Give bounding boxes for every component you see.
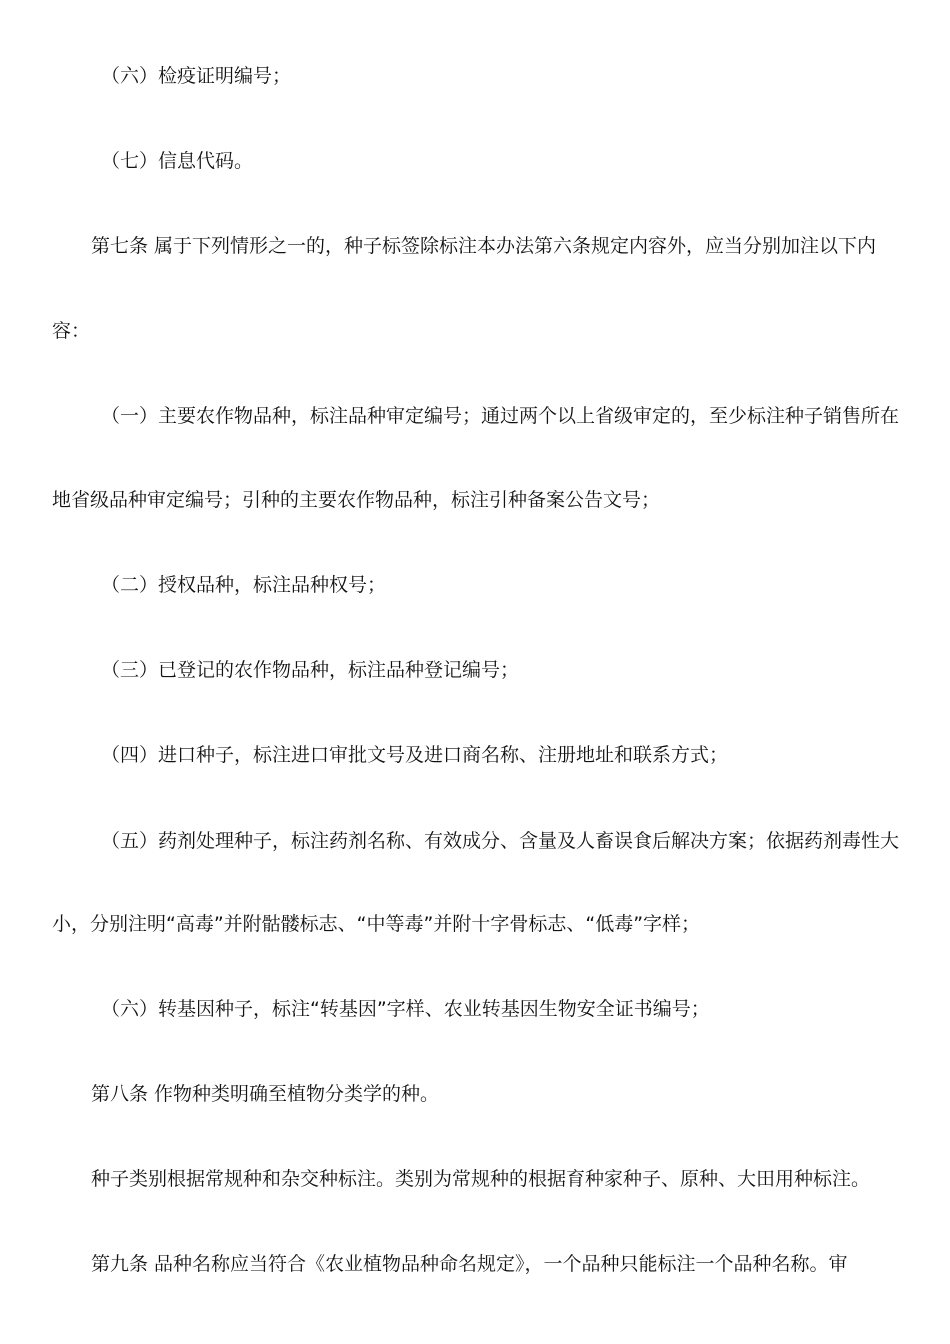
item-6-quarantine-certificate: （六）检疫证明编号； bbox=[101, 65, 292, 87]
item-3-registered-variety: （三）已登记的农作物品种，标注品种登记编号； bbox=[101, 659, 520, 681]
article-7-heading-line: 第七条 属于下列情形之一的，种子标签除标注本办法第六条规定内容外，应当分别加注以下内 bbox=[91, 235, 877, 257]
article-9-variety-name: 第九条 品种名称应当符合《农业植物品种命名规定》，一个品种只能标注一个品种名称。审 bbox=[91, 1253, 848, 1275]
item-7-info-code: （七）信息代码。 bbox=[101, 150, 254, 172]
seed-category-paragraph: 种子类别根据常规种和杂交种标注。类别为常规种的根据育种家种子、原种、大田用种标注。 bbox=[91, 1168, 871, 1190]
item-6-gmo-seed: （六）转基因种子，标注“转基因”字样、农业转基因生物安全证书编号； bbox=[101, 998, 710, 1020]
article-8-crop-species: 第八条 作物种类明确至植物分类学的种。 bbox=[91, 1083, 440, 1105]
item-1-main-crop-continuation: 地省级品种审定编号；引种的主要农作物品种，标注引种备案公告文号； bbox=[52, 489, 661, 511]
item-5-treated-seed-continuation: 小，分别注明“高毒”并附骷髅标志、“中等毒”并附十字骨标志、“低毒”字样； bbox=[52, 913, 701, 935]
item-2-authorized-variety: （二）授权品种，标注品种权号； bbox=[101, 574, 387, 596]
item-1-main-crop-line: （一）主要农作物品种，标注品种审定编号；通过两个以上省级审定的，至少标注种子销售所在 bbox=[101, 405, 900, 427]
item-4-imported-seed: （四）进口种子，标注进口审批文号及进口商名称、注册地址和联系方式； bbox=[101, 744, 729, 766]
item-5-treated-seed-line: （五）药剂处理种子，标注药剂名称、有效成分、含量及人畜误食后解决方案；依据药剂毒性大 bbox=[101, 830, 900, 852]
article-7-continuation: 容： bbox=[52, 320, 91, 342]
